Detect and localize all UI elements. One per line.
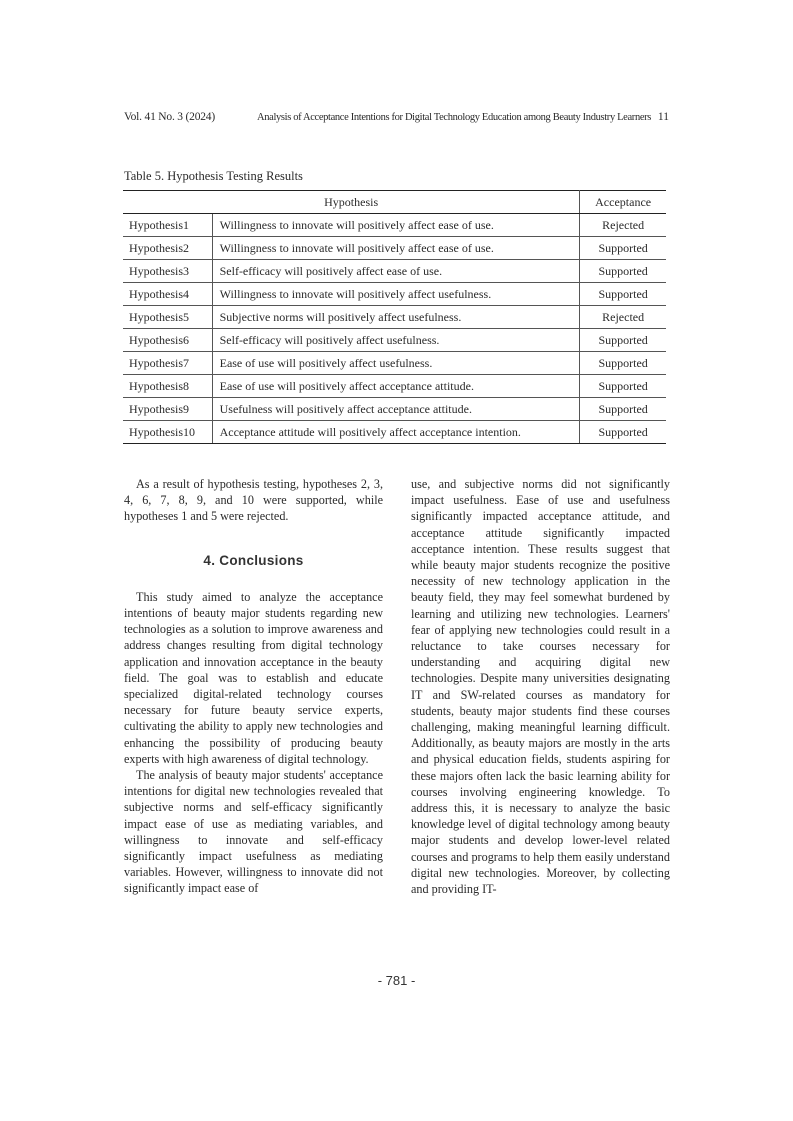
hypothesis-id: Hypothesis9 (123, 398, 212, 421)
table-caption: Table 5. Hypothesis Testing Results (124, 169, 303, 183)
table-row (123, 237, 666, 260)
table-row (123, 306, 666, 329)
hypothesis-text: Self-efficacy will positively affect ease of use. (212, 260, 580, 283)
hypothesis-id: Hypothesis7 (123, 352, 212, 375)
hypothesis-result: Supported (580, 329, 666, 352)
hypothesis-result: Rejected (580, 306, 666, 329)
left-text-column (124, 476, 383, 897)
hypothesis-text: Subjective norms will positively affect usefulness. (212, 306, 580, 329)
conclusions-paragraph-continued: use, and subjective norms did not significantly impact usefulness. Ease of use and usefulness significantly impacted acceptance attitude, and acceptance attitude significantly impacted acceptance intention. These results suggest that while beauty major students recognize the positive necessity of new technology application in the beauty field, they may feel somewhat burdened by learning and utilizing new technologies. Learners' fear of applying new technologies could result in a reluctance to take courses necessary for understanding and acquiring digital new technologies. Despite many universities designating IT and SW-related courses as mandatory for students, beauty major students find these courses challenging, making meaningful learning difficult. Additionally, as beauty majors are mostly in the arts and physical education fields, students aspiring for these majors often lack the basic learning ability for courses involving engineering knowledge. To address this, it is necessary to analyze the basic knowledge level of digital technology among beauty major students and develop lower-level related courses and programs to help them easily understand digital new technologies. Moreover, by collecting and providing IT- (411, 477, 670, 897)
hypothesis-id: Hypothesis10 (123, 421, 212, 444)
table-row (123, 375, 666, 398)
table-row (123, 283, 666, 306)
journal-volume: Vol. 41 No. 3 (2024) (124, 111, 215, 123)
header-page-number: 11 (657, 111, 669, 123)
column-header-acceptance: Acceptance (580, 191, 666, 214)
hypothesis-result: Rejected (580, 214, 666, 237)
table-row (123, 352, 666, 375)
hypothesis-result: Supported (580, 352, 666, 375)
page-number: - 781 - (377, 973, 416, 988)
hypothesis-id: Hypothesis8 (123, 375, 212, 398)
hypothesis-result: Supported (580, 375, 666, 398)
hypothesis-id: Hypothesis6 (123, 329, 212, 352)
hypothesis-text: Self-efficacy will positively affect usefulness. (212, 329, 580, 352)
table-row (123, 421, 666, 444)
table-row (123, 398, 666, 421)
hypothesis-text: Usefulness will positively affect acceptance attitude. (212, 398, 580, 421)
running-title: Analysis of Acceptance Intentions for Digital Technology Education among Beauty Industry Learners (257, 112, 652, 123)
hypothesis-results-table (123, 190, 666, 444)
table-header-row (123, 191, 666, 214)
hypothesis-text: Willingness to innovate will positively affect usefulness. (212, 283, 580, 306)
hypothesis-result: Supported (580, 260, 666, 283)
hypothesis-id: Hypothesis5 (123, 306, 212, 329)
hypothesis-result: Supported (580, 398, 666, 421)
conclusions-paragraph-1: This study aimed to analyze the acceptance intentions of beauty major students regarding new technologies as a solution to improve awareness and address changes resulting from digital technology application and innovation acceptance in the beauty field. The goal was to establish and educate specialized digital-related technology courses necessary for future beauty service experts, cultivating the ability to apply new technologies and enhancing the possibility of producing beauty experts with high awareness of digital technology. (124, 589, 383, 766)
hypothesis-id: Hypothesis2 (123, 237, 212, 260)
hypothesis-text: Acceptance attitude will positively affect acceptance intention. (212, 421, 580, 444)
hypothesis-text: Ease of use will positively affect acceptance attitude. (212, 375, 580, 398)
results-summary-paragraph: As a result of hypothesis testing, hypotheses 2, 3, 4, 6, 7, 8, 9, and 10 were supported, while hypotheses 1 and 5 were rejected. (124, 477, 383, 524)
hypothesis-id: Hypothesis3 (123, 260, 212, 283)
right-text-column (411, 476, 670, 897)
hypothesis-text: Ease of use will positively affect usefulness. (212, 352, 580, 375)
column-header-hypothesis: Hypothesis (123, 191, 580, 214)
hypothesis-id: Hypothesis4 (123, 283, 212, 306)
table-row (123, 214, 666, 237)
section-heading-conclusions: 4. Conclusions (203, 552, 304, 568)
hypothesis-text: Willingness to innovate will positively affect ease of use. (212, 237, 580, 260)
hypothesis-result: Supported (580, 237, 666, 260)
table-row (123, 260, 666, 283)
hypothesis-id: Hypothesis1 (123, 214, 212, 237)
table-row (123, 329, 666, 352)
conclusions-paragraph-2: The analysis of beauty major students' acceptance intentions for digital new technologies revealed that subjective norms and self-efficacy significantly impact ease of use as mediating variables, and willingness to innovate and self-efficacy significantly impact usefulness as mediating variables. However, willingness to innovate did not significantly impact ease of (124, 768, 383, 896)
running-header (124, 111, 669, 127)
hypothesis-text: Willingness to innovate will positively affect ease of use. (212, 214, 580, 237)
hypothesis-result: Supported (580, 283, 666, 306)
hypothesis-result: Supported (580, 421, 666, 444)
